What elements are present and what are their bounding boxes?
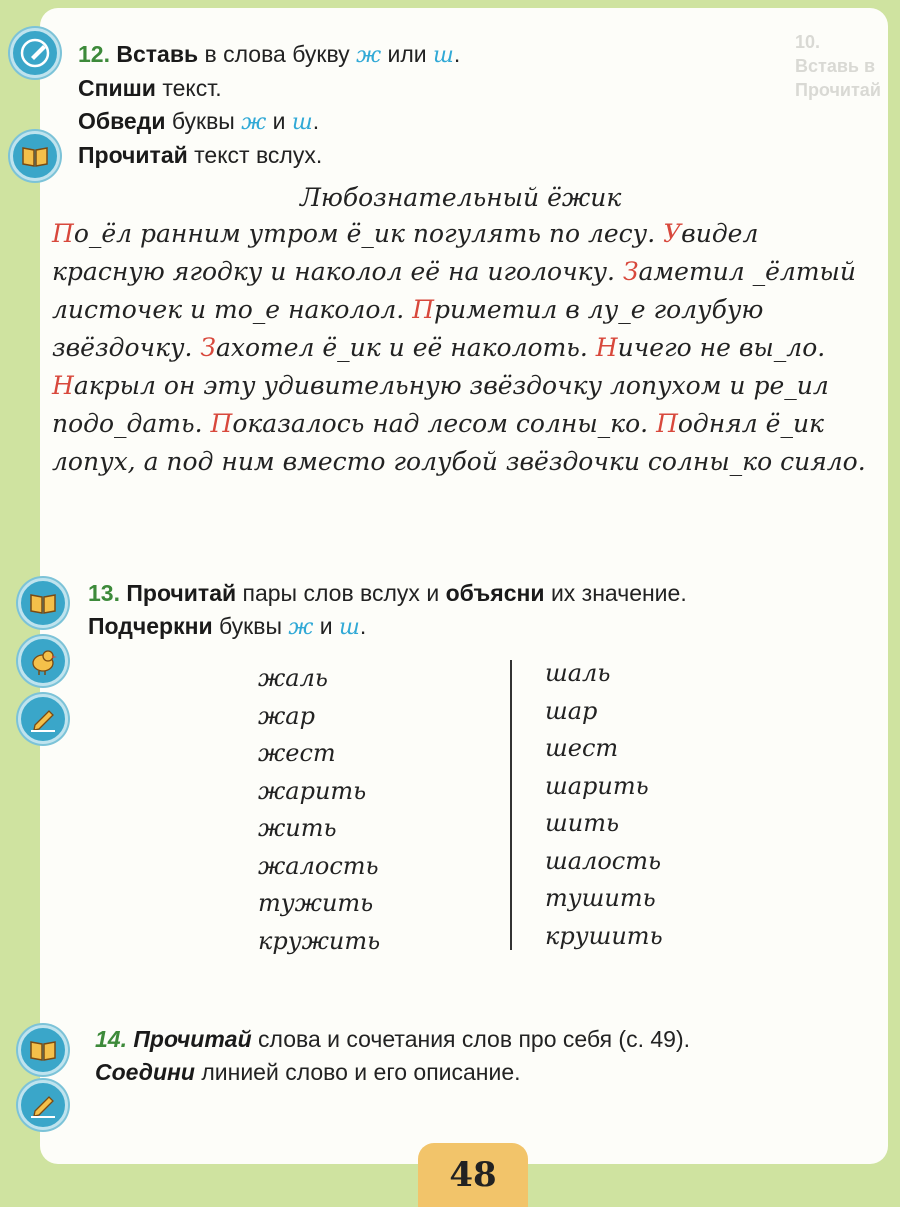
punctuation: . <box>453 41 461 67</box>
red-capital: З <box>200 333 216 362</box>
faded-bleed-through-text <box>795 30 885 102</box>
instruction-text: и <box>319 613 333 639</box>
word-item: шар <box>545 696 598 725</box>
word-item: шарить <box>545 771 649 800</box>
punctuation: . <box>359 613 367 639</box>
task-number: 12. <box>78 41 110 67</box>
task-12-instructions <box>78 38 460 172</box>
instruction-text: буквы <box>171 108 235 134</box>
sentence-text: видел красную ягодку и наколол её на иголочку. <box>52 219 759 286</box>
pencil-write-icon <box>18 1080 68 1130</box>
sentence-text: однял ё_ик лопух, а под ним вместо голубой звёздочки солны_ко сияло. <box>52 409 866 476</box>
bird-icon <box>18 636 68 686</box>
sentence-text: о_ёл ранним утром ё_ик погулять по лесу. <box>73 219 664 248</box>
word-item: тужить <box>258 889 374 917</box>
task-12-line-2 <box>78 72 460 105</box>
instruction-verb: Прочитай <box>133 1026 252 1052</box>
red-capital: П <box>412 295 434 324</box>
instruction-text: их значение. <box>550 580 687 606</box>
ghost-line: Прочитай <box>795 80 881 100</box>
instruction-verb: Спиши <box>78 75 156 101</box>
word-column-right <box>545 655 663 955</box>
task-12-line-3 <box>78 105 460 139</box>
word-item: жар <box>258 701 315 730</box>
red-capital: П <box>52 219 74 248</box>
instruction-verb: Обведи <box>78 108 166 134</box>
red-capital: У <box>663 219 682 248</box>
task-14-line-1 <box>95 1023 690 1056</box>
task-number: 14. <box>95 1026 127 1052</box>
word-item: шаль <box>545 659 611 687</box>
instruction-verb: объясни <box>445 580 545 606</box>
word-item: шить <box>545 809 620 837</box>
sentence-text: ичего не вы_ло. <box>617 333 826 362</box>
word-item: тушить <box>545 884 656 912</box>
task-number: 13. <box>88 580 120 606</box>
instruction-text: или <box>387 41 427 67</box>
page-number: 48 <box>418 1143 528 1207</box>
instruction-verb: Подчеркни <box>88 613 213 639</box>
word-item: жарить <box>258 776 367 805</box>
punctuation: . <box>312 108 320 134</box>
word-item: жалость <box>258 851 379 880</box>
task-14-line-2 <box>95 1056 690 1089</box>
column-divider <box>510 660 512 950</box>
instruction-verb: Вставь <box>116 41 199 67</box>
instruction-verb: Прочитай <box>126 580 237 606</box>
word-item: шест <box>545 734 619 762</box>
word-item: жить <box>258 814 337 842</box>
word-item: кружить <box>258 926 381 955</box>
red-capital: П <box>656 409 678 438</box>
ghost-line: 10. Вставь в <box>795 32 876 76</box>
letter-zh: ж <box>356 43 382 68</box>
word-item: крушить <box>545 921 663 950</box>
pencil-write-icon <box>18 694 68 744</box>
letter-zh: ж <box>241 110 267 135</box>
sentence <box>200 333 595 362</box>
sentence-text: аметил _ёлтый листочек и то_е наколол. <box>52 257 857 324</box>
sentence <box>596 333 825 362</box>
letter-zh: ж <box>288 615 314 640</box>
story-title: Любознательный ёжик <box>300 183 622 212</box>
sentence-text: акрыл он эту удивительную звёздочку лопухом и ре_ил подо_дать. <box>52 371 829 438</box>
instruction-text: и <box>272 108 286 134</box>
word-column-left <box>258 660 380 960</box>
instruction-text: буквы <box>219 613 282 639</box>
task-13-line-2 <box>88 610 687 644</box>
task-12-line-1 <box>78 38 460 72</box>
task-13-line-1 <box>88 577 687 610</box>
sentence-text: ахотел ё_ик и её наколоть. <box>215 333 596 362</box>
word-item: шалость <box>545 846 662 875</box>
red-capital: Н <box>595 333 618 362</box>
word-item: жаль <box>258 664 328 692</box>
instruction-text: пары слов вслух и <box>242 580 440 606</box>
instruction-text: текст. <box>162 75 222 101</box>
task-12-line-4 <box>78 139 460 172</box>
red-capital: Н <box>52 371 74 400</box>
pencil-copy-icon <box>10 28 60 78</box>
book-icon <box>10 131 60 181</box>
instruction-text: в слова букву <box>204 41 350 67</box>
letter-sh: ш <box>291 110 313 135</box>
red-capital: П <box>210 409 233 438</box>
book-icon <box>18 578 68 628</box>
book-icon <box>18 1025 68 1075</box>
sentence-text: оказалось над лесом солны_ко. <box>232 409 657 438</box>
sentence <box>52 219 663 248</box>
task-14-instructions <box>95 1023 690 1089</box>
story-text <box>52 215 877 481</box>
sentence <box>211 409 657 438</box>
sentence-text: риметил в лу_е голубую звёздочку. <box>52 295 764 362</box>
word-item: жест <box>258 739 336 767</box>
red-capital: З <box>622 257 639 286</box>
task-13-instructions <box>88 577 687 644</box>
instruction-text: текст вслух. <box>194 142 323 168</box>
instruction-verb: Соедини <box>95 1059 195 1085</box>
letter-sh: ш <box>339 615 360 640</box>
instruction-text: линией слово и его описание. <box>201 1059 521 1085</box>
instruction-text: слова и сочетания слов про себя (с. 49). <box>258 1026 691 1052</box>
letter-sh: ш <box>433 43 454 68</box>
instruction-verb: Прочитай <box>78 142 188 168</box>
